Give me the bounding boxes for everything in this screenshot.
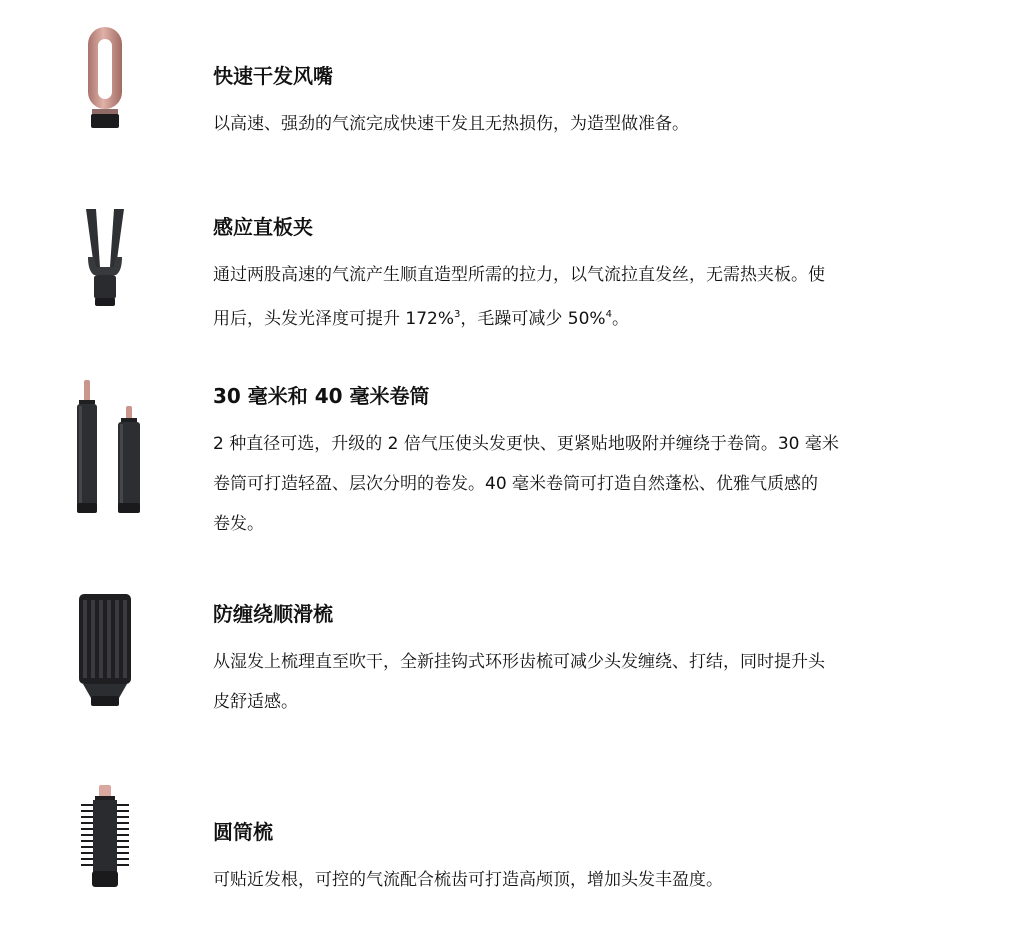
- feature-title: 感应直板夹: [213, 215, 313, 239]
- feature-title: 圆筒梳: [213, 820, 273, 844]
- feature-description: 从湿发上梳理直至吹干，全新挂钩式环形齿梳可减少头发缠绕、打结，同时提升头 皮舒适感。: [213, 652, 825, 712]
- feature-title: 快速干发风嘴: [213, 64, 333, 88]
- feature-description: 以高速、强劲的气流完成快速干发且无热损伤，为造型做准备。: [213, 114, 689, 134]
- pre-styling-dryer-icon: [40, 25, 170, 135]
- feature-title: 防缠绕顺滑梳: [213, 602, 333, 626]
- round-brush-icon: [40, 783, 170, 893]
- barrels-icon: [40, 378, 170, 518]
- feature-description: 2 种直径可选，升级的 2 倍气压使头发更快、更紧贴地吸附并缠绕于卷筒。30 毫米 卷筒可打造轻盈、层次分明的卷发。40 毫米卷筒可打造自然蓬松、优雅气质感的 卷发。: [213, 434, 839, 534]
- smoothing-brush-icon: [40, 590, 170, 710]
- feature-description: 可贴近发根，可控的气流配合梳齿可打造高颅顶，增加头发丰盈度。: [213, 870, 723, 890]
- feature-title: 30 毫米和 40 毫米卷筒: [213, 384, 430, 408]
- feature-description: 通过两股高速的气流产生顺直造型所需的拉力，以气流拉直发丝，无需热夹板。使 用后，头发光泽度可提升 172%$^3$，毛躁可减少 50%$^4$。: [213, 265, 825, 329]
- straightener-icon: [40, 205, 170, 315]
